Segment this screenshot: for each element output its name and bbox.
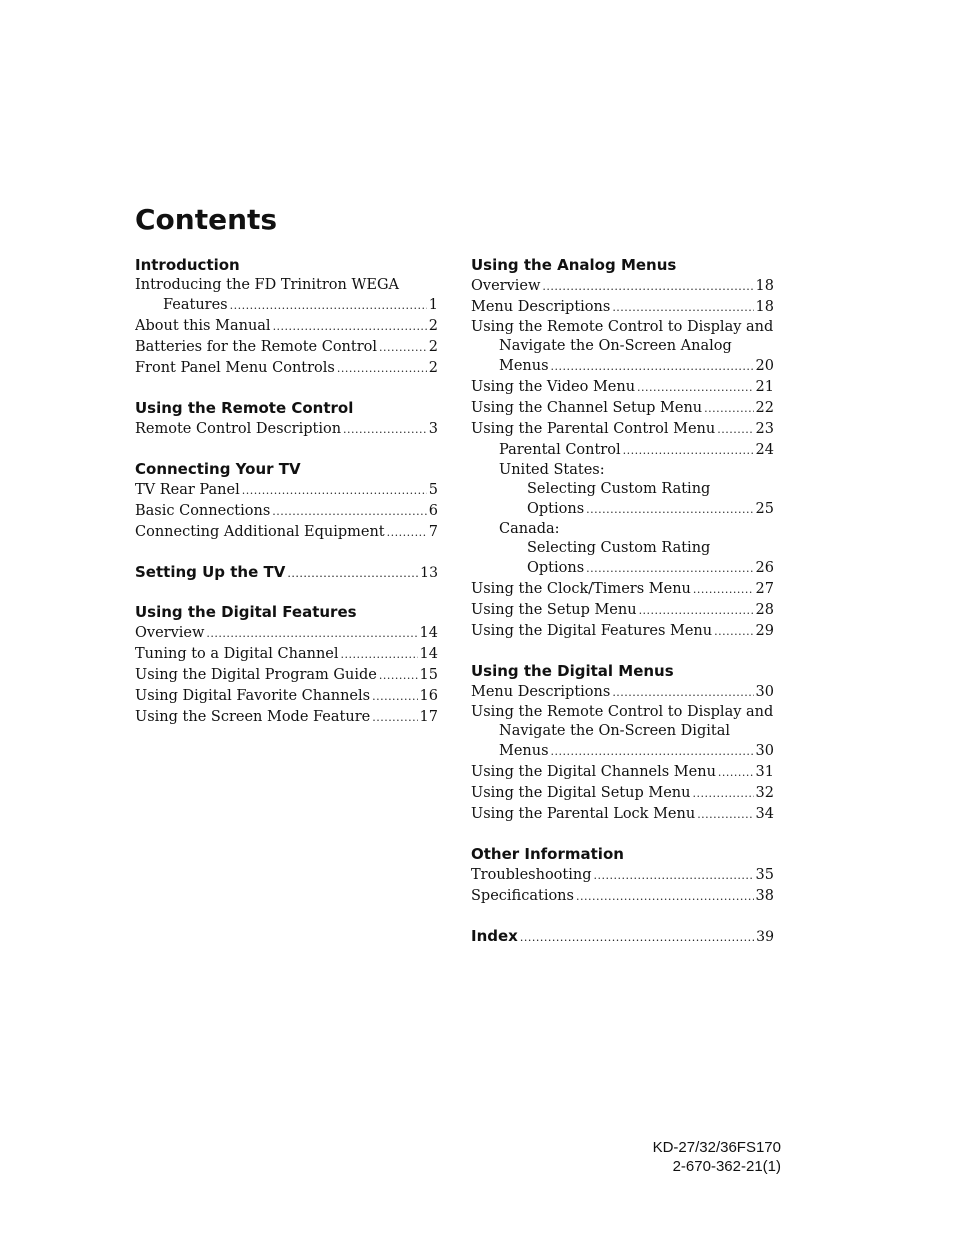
toc-entry-text: Parental Control <box>499 442 621 458</box>
page-title: Contents <box>135 203 278 236</box>
toc-section-connecting <box>135 459 438 543</box>
toc-left-column <box>135 255 438 728</box>
dot-leader <box>379 338 427 358</box>
page-number: 2 <box>428 318 438 334</box>
page-number: 18 <box>755 278 774 294</box>
toc-entry-text: Using the Parental Control Menu <box>471 421 716 437</box>
page-number: 2 <box>428 339 438 355</box>
page-number: 6 <box>428 503 438 519</box>
dot-leader <box>594 866 754 886</box>
page-number: 26 <box>755 560 774 576</box>
dot-leader <box>718 763 754 783</box>
toc-entry[interactable] <box>135 419 438 440</box>
section-heading[interactable]: Using the Digital Menus <box>471 662 674 680</box>
toc-entry[interactable] <box>135 665 438 686</box>
toc-section-digital-features <box>135 602 438 728</box>
page-number: 14 <box>419 625 438 641</box>
toc-entry-text: Connecting Additional Equipment <box>135 524 385 540</box>
dot-leader <box>714 622 753 642</box>
toc-section-other-information <box>471 844 774 907</box>
page-number: 7 <box>428 524 438 540</box>
page-number: 31 <box>755 764 774 780</box>
dot-leader <box>337 359 427 379</box>
toc-entry[interactable] <box>471 558 774 579</box>
page-number: 3 <box>428 421 438 437</box>
model-number: KD-27/32/36FS170 <box>652 1139 781 1156</box>
toc-entry[interactable] <box>471 377 774 398</box>
page-number: 27 <box>755 581 774 597</box>
toc-entry[interactable] <box>135 522 438 543</box>
dot-leader <box>372 687 417 707</box>
dot-leader <box>697 805 753 825</box>
toc-entry-text: Features <box>163 297 228 313</box>
toc-section-digital-menus <box>471 661 774 825</box>
toc-entry[interactable] <box>135 295 438 316</box>
section-heading[interactable]: Using the Remote Control <box>135 399 354 417</box>
section-spacer <box>135 379 438 398</box>
section-heading[interactable]: Using the Digital Features <box>135 603 357 621</box>
toc-entry-text: Specifications <box>471 888 574 904</box>
toc-entry[interactable] <box>471 783 774 804</box>
toc-entry-text[interactable]: Using the Remote Control to Display and <box>471 319 774 335</box>
toc-entry-text: Using the Digital Program Guide <box>135 667 377 683</box>
toc-entry[interactable] <box>135 707 438 728</box>
toc-entry[interactable] <box>135 644 438 665</box>
section-heading[interactable]: Connecting Your TV <box>135 460 301 478</box>
toc-entry-text[interactable]: Navigate the On-Screen Analog <box>499 338 732 354</box>
page-number: 1 <box>428 297 438 313</box>
toc-right-column <box>471 255 774 947</box>
toc-entry[interactable] <box>471 440 774 461</box>
page-number: 29 <box>755 623 774 639</box>
toc-entry-text: Menu Descriptions <box>471 684 611 700</box>
dot-leader <box>379 666 418 686</box>
toc-entry-text[interactable]: Navigate the On-Screen Digital <box>499 723 730 739</box>
toc-entry-text: Using the Digital Setup Menu <box>471 785 691 801</box>
toc-entry[interactable] <box>471 356 774 377</box>
toc-entry-text: Tuning to a Digital Channel <box>135 646 339 662</box>
toc-entry-text[interactable]: Selecting Custom Rating <box>527 481 711 497</box>
dot-leader <box>693 580 754 600</box>
dot-leader <box>612 683 753 703</box>
page-number: 5 <box>428 482 438 498</box>
page-number: 22 <box>755 400 774 416</box>
dot-leader <box>206 624 417 644</box>
toc-entry[interactable] <box>135 337 438 358</box>
toc-section-remote-control <box>135 398 438 440</box>
page-number: 30 <box>755 684 774 700</box>
toc-entry-text: Basic Connections <box>135 503 271 519</box>
toc-entry-text: United States: <box>499 462 605 478</box>
dot-leader <box>704 399 753 419</box>
toc-entry-text: Using the Setup Menu <box>471 602 637 618</box>
dot-leader <box>242 481 427 501</box>
dot-leader <box>551 357 754 377</box>
dot-leader <box>717 420 753 440</box>
toc-entry-text: Overview <box>135 625 205 641</box>
toc-entry-text: About this Manual <box>135 318 271 334</box>
page-number: 38 <box>755 888 774 904</box>
toc-entry-text: Overview <box>471 278 541 294</box>
toc-entry[interactable] <box>471 579 774 600</box>
toc-entry-text: Using the Screen Mode Feature <box>135 709 371 725</box>
dot-leader <box>230 296 427 316</box>
page-number: 23 <box>755 421 774 437</box>
toc-entry-text: Using the Parental Lock Menu <box>471 806 696 822</box>
toc-entry-text[interactable]: Selecting Custom Rating <box>527 540 711 556</box>
toc-entry[interactable] <box>471 762 774 783</box>
part-number: 2-670-362-21(1) <box>672 1158 781 1175</box>
toc-section-setup <box>135 562 438 583</box>
page-number: 16 <box>419 688 438 704</box>
section-heading: Index <box>471 927 518 945</box>
toc-entry-text[interactable]: Introducing the FD Trinitron WEGA <box>135 277 400 293</box>
section-heading[interactable]: Introduction <box>135 256 240 274</box>
section-spacer <box>135 543 438 562</box>
dot-leader <box>586 559 753 579</box>
page-number: 18 <box>755 299 774 315</box>
toc-section-index <box>471 926 774 947</box>
toc-entry-text: Menu Descriptions <box>471 299 611 315</box>
page-number: 21 <box>755 379 774 395</box>
toc-entry[interactable] <box>135 501 438 522</box>
toc-entry[interactable] <box>471 741 774 762</box>
dot-leader <box>343 420 427 440</box>
dot-leader <box>612 298 753 318</box>
page-number: 30 <box>755 743 774 759</box>
dot-leader <box>692 784 753 804</box>
toc-entry[interactable] <box>135 480 438 501</box>
toc-entry[interactable] <box>471 600 774 621</box>
page-number: 39 <box>756 929 774 945</box>
toc-entry-text: Remote Control Description <box>135 421 342 437</box>
section-spacer <box>471 907 774 926</box>
toc-entry[interactable] <box>471 398 774 419</box>
section-spacer <box>135 583 438 602</box>
toc-entry-text: Using the Clock/Timers Menu <box>471 581 691 597</box>
toc-entry[interactable] <box>471 865 774 886</box>
toc-entry-text: Troubleshooting <box>471 867 592 883</box>
section-spacer <box>471 642 774 661</box>
page-number: 35 <box>755 867 774 883</box>
page-footer <box>653 1138 781 1176</box>
dot-leader <box>272 502 426 522</box>
section-heading-entry[interactable] <box>471 926 774 947</box>
toc-entry[interactable] <box>135 623 438 644</box>
section-heading[interactable]: Using the Analog Menus <box>471 256 677 274</box>
toc-entry-text: Using Digital Favorite Channels <box>135 688 371 704</box>
toc-entry-text: Using the Video Menu <box>471 379 636 395</box>
page-number: 13 <box>420 565 438 581</box>
dot-leader <box>520 927 754 948</box>
toc-entry[interactable] <box>471 621 774 642</box>
toc-entry-text[interactable]: Using the Remote Control to Display and <box>471 704 774 720</box>
section-spacer <box>135 440 438 459</box>
toc-entry-text: Using the Digital Features Menu <box>471 623 713 639</box>
page-number: 15 <box>419 667 438 683</box>
toc-entry[interactable] <box>135 358 438 379</box>
toc-entry-text: Canada: <box>499 521 560 537</box>
page-number: 24 <box>755 442 774 458</box>
page-number: 28 <box>755 602 774 618</box>
toc-entry-text: Options <box>527 501 585 517</box>
dot-leader <box>372 708 417 728</box>
dot-leader <box>287 563 418 584</box>
toc-entry[interactable] <box>135 686 438 707</box>
section-heading[interactable]: Other Information <box>471 845 624 863</box>
toc-entry-text: Using the Channel Setup Menu <box>471 400 703 416</box>
page-number: 34 <box>755 806 774 822</box>
toc-entry-text: Batteries for the Remote Control <box>135 339 378 355</box>
toc-section-introduction <box>135 255 438 379</box>
dot-leader <box>387 523 427 543</box>
page-number: 14 <box>419 646 438 662</box>
dot-leader <box>273 317 427 337</box>
dot-leader <box>637 378 754 398</box>
dot-leader <box>639 601 754 621</box>
toc-entry[interactable] <box>471 499 774 520</box>
dot-leader <box>586 500 753 520</box>
section-heading: Setting Up the TV <box>135 563 286 581</box>
toc-entry-text: Options <box>527 560 585 576</box>
toc-entry[interactable] <box>471 297 774 318</box>
toc-entry[interactable] <box>471 682 774 703</box>
toc-entry-text: Using the Digital Channels Menu <box>471 764 716 780</box>
page-number: 25 <box>755 501 774 517</box>
page-number: 17 <box>419 709 438 725</box>
toc-section-analog-menus <box>471 255 774 642</box>
toc-entry[interactable] <box>471 419 774 440</box>
page-number: 2 <box>428 360 438 376</box>
toc-entry[interactable] <box>471 276 774 297</box>
toc-entry-text: Menus <box>499 358 549 374</box>
dot-leader <box>542 277 753 297</box>
toc-entry[interactable] <box>135 316 438 337</box>
page-number: 20 <box>755 358 774 374</box>
toc-entry[interactable] <box>471 804 774 825</box>
dot-leader <box>341 645 418 665</box>
dot-leader <box>551 742 754 762</box>
toc-entry-text: Menus <box>499 743 549 759</box>
toc-entry[interactable] <box>471 886 774 907</box>
section-spacer <box>471 825 774 844</box>
toc-entry-text: TV Rear Panel <box>135 482 240 498</box>
section-heading-entry[interactable] <box>135 562 438 583</box>
page-number: 32 <box>755 785 774 801</box>
dot-leader <box>576 887 754 907</box>
dot-leader <box>623 441 754 461</box>
toc-entry-text: Front Panel Menu Controls <box>135 360 335 376</box>
